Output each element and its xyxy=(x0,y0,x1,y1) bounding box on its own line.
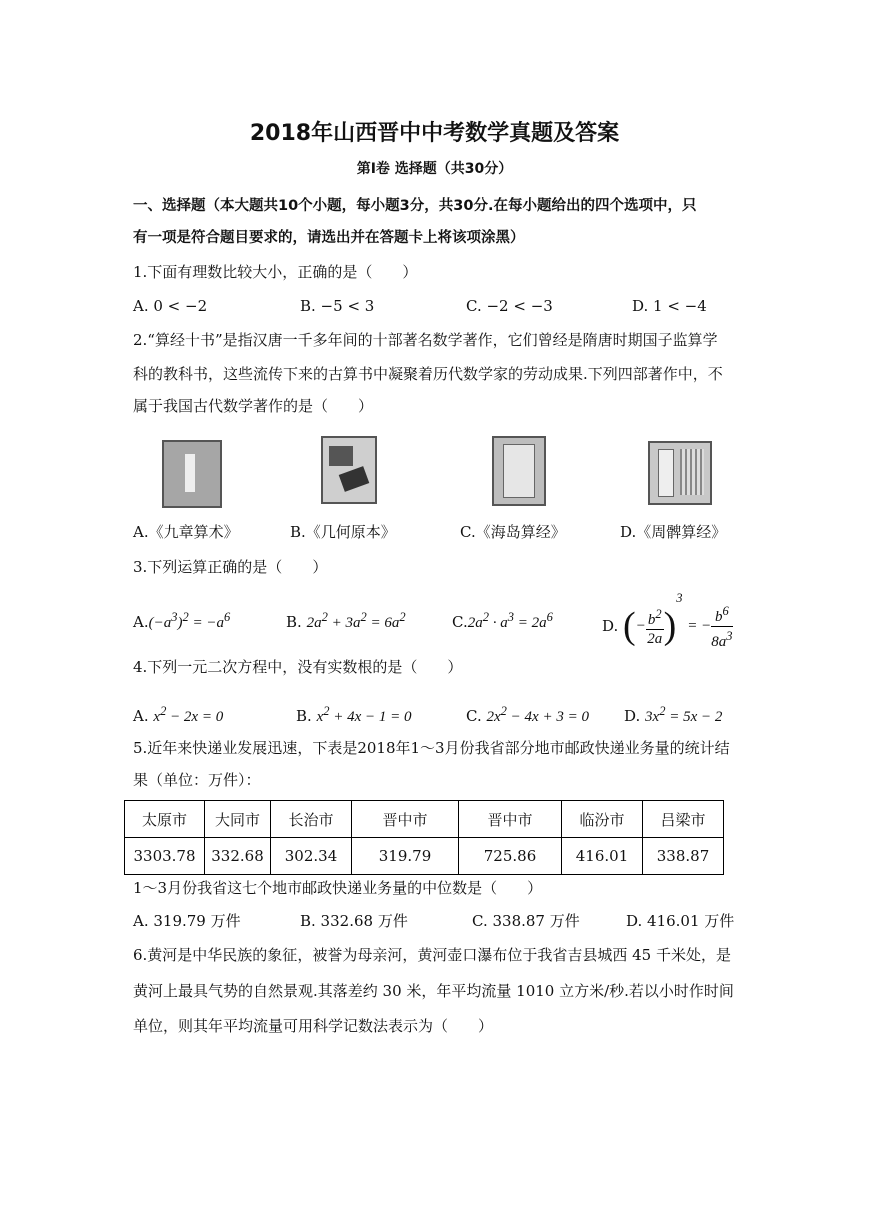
table-header-cell: 太原市 xyxy=(125,801,205,838)
table-header-cell: 吕梁市 xyxy=(643,801,724,838)
q2-line2: 科的教科书，这些流传下来的古算书中凝聚着历代数学家的劳动成果.下列四部著作中，不 xyxy=(133,365,723,383)
q5-option-c: C. 338.87 万件 xyxy=(472,912,580,930)
q4-option-d: D. $3x^2 = 5x - 2$ xyxy=(624,704,723,725)
q6-line2: 黄河上最具气势的自然景观.其落差约 30 米，年平均流量 1010 立方米/秒.若以小时作时间 xyxy=(133,982,734,1000)
q3-option-b: B. $2a^2 + 3a^2 = 6a^2$ xyxy=(286,610,406,631)
part-subtitle: 第Ⅰ卷 选择题（共30分） xyxy=(356,161,513,177)
q6-line1: 6.黄河是中华民族的象征，被誉为母亲河，黄河壶口瀑布位于我省吉县城西 45 千米处，是 xyxy=(133,946,731,964)
q1-option-d: D. 1 < −4 xyxy=(632,297,707,315)
q4-option-c: C. $2x^2 - 4x + 3 = 0$ xyxy=(466,704,589,725)
q4-option-b: B. $x^2 + 4x - 1 = 0$ xyxy=(296,704,412,725)
q1-option-c: C. −2 < −3 xyxy=(466,297,553,315)
book-image-haidao xyxy=(492,436,546,506)
table-cell: 302.34 xyxy=(271,838,352,875)
q1-option-b: B. −5 < 3 xyxy=(300,297,375,315)
table-header-cell: 晋中市 xyxy=(352,801,459,838)
table-cell: 725.86 xyxy=(459,838,562,875)
table-cell: 319.79 xyxy=(352,838,459,875)
delivery-volume-table xyxy=(124,800,724,875)
section-heading-line1: 一、选择题（本大题共10个小题，每小题3分，共30分.在每小题给出的四个选项中，只 xyxy=(133,198,697,214)
table-cell: 3303.78 xyxy=(125,838,205,875)
table-cell: 332.68 xyxy=(205,838,271,875)
book-image-jihe xyxy=(321,436,377,504)
q3-stem: 3.下列运算正确的是（ ） xyxy=(133,558,328,576)
q5-line1: 5.近年来快递业发展迅速，下表是2018年1～3月份我省部分地市邮政快递业务量的统计结 xyxy=(133,739,730,757)
q2-option-c: C.《海岛算经》 xyxy=(460,523,566,541)
table-row xyxy=(125,838,724,875)
q5-line2: 果（单位：万件）： xyxy=(133,771,261,789)
book-image-zhoubi xyxy=(648,441,712,505)
q4-option-a: A. $x^2 - 2x = 0$ xyxy=(133,704,224,725)
table-header-row xyxy=(125,801,724,838)
q1-option-a: A. 0 < −2 xyxy=(133,297,208,315)
q5-option-b: B. 332.68 万件 xyxy=(300,912,408,930)
q3-option-d: D. (− $\frac{b^2}{2a}$ )$^3$ = − $\frac{b^6}{8a^3}$ xyxy=(602,591,733,650)
table-cell: 338.87 xyxy=(643,838,724,875)
q2-line1: 2.“算经十书”是指汉唐一千多年间的十部著名数学著作，它们曾经是隋唐时期国子监算学 xyxy=(133,331,718,349)
q1-stem: 1.下面有理数比较大小，正确的是（ ） xyxy=(133,263,418,281)
q3-option-c: $C.2a^2 \cdot a^3 = 2a^6$ xyxy=(452,610,553,631)
table-header-cell: 临汾市 xyxy=(562,801,643,838)
q3-option-a: $A.(-a^3)^2 = -a^6$ xyxy=(133,610,231,631)
q5-option-d: D. 416.01 万件 xyxy=(626,912,735,930)
page-title: 2018年山西晋中中考数学真题及答案 xyxy=(249,121,620,146)
table-header-cell: 晋中市 xyxy=(459,801,562,838)
q6-line3: 单位，则其年平均流量可用科学记数法表示为（ ） xyxy=(133,1017,494,1035)
q4-stem: 4.下列一元二次方程中，没有实数根的是（ ） xyxy=(133,658,463,676)
q5-question: 1～3月份我省这七个地市邮政快递业务量的中位数是（ ） xyxy=(133,879,543,897)
q2-option-d: D.《周髀算经》 xyxy=(620,523,727,541)
table-header-cell: 大同市 xyxy=(205,801,271,838)
q5-option-a: A. 319.79 万件 xyxy=(133,912,241,930)
table-cell: 416.01 xyxy=(562,838,643,875)
book-image-jiuzhang xyxy=(162,440,222,508)
q2-option-a: A.《九章算术》 xyxy=(133,523,239,541)
q2-option-b: B.《几何原本》 xyxy=(290,523,396,541)
q2-line3: 属于我国古代数学著作的是（ ） xyxy=(133,397,374,415)
table-header-cell: 长治市 xyxy=(271,801,352,838)
section-heading-line2: 有一项是符合题目要求的，请选出并在答题卡上将该项涂黑） xyxy=(133,230,525,246)
